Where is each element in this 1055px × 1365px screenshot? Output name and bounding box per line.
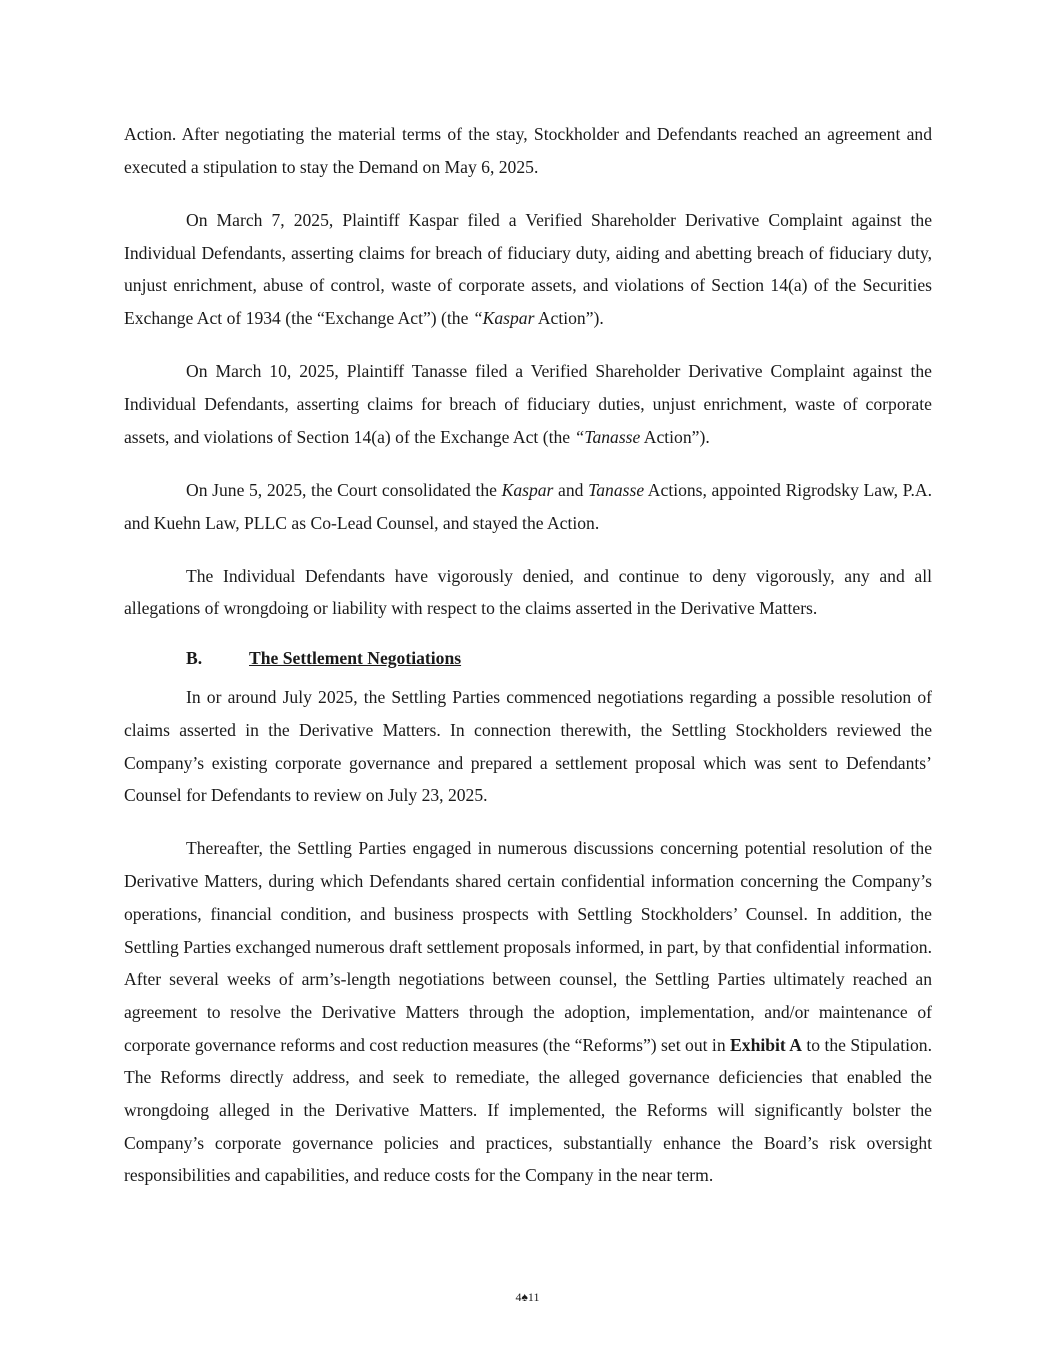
consolidation-conjunction: and xyxy=(553,479,589,500)
document-page xyxy=(124,118,932,1192)
page-number: 4♠11 xyxy=(515,1290,540,1304)
reforms-text-end: to the Stipulation. The Reforms directly address, and seek to remediate, the alleged governance deficiencies that enabled the wrongdoing alleged in the Derivative Matters. If implemented, the Reforms will significantly bolster the Company’s corporate governance policies and practices, substantially enhance the Board’s risk oversight responsibilities and capabilities, and reduce costs for the Company in the near term. xyxy=(124,1034,932,1186)
tanasse-case-name: “Tanasse xyxy=(574,426,641,447)
paragraph-consolidation xyxy=(124,474,932,539)
kaspar-text-end: Action”). xyxy=(534,308,604,329)
exhibit-reference: Exhibit A xyxy=(730,1034,802,1055)
section-letter: B. xyxy=(186,648,203,669)
kaspar-case-name: “Kaspar xyxy=(472,308,535,329)
paragraph-tanasse-complaint xyxy=(124,355,932,453)
paragraph-kaspar-complaint xyxy=(124,204,932,335)
paragraph-denial: The Individual Defendants have vigorously denied, and continue to deny vigorously, any and all allegations of wrongdoing or liability with respect to the claims asserted in the Derivative Matters. xyxy=(124,565,932,619)
paragraph-negotiations-start: In or around July 2025, the Settling Parties commenced negotiations regarding a possible resolution of claims asserted in the Derivative Matters. In connection therewith, the Settling Stockholders reviewed the Company’s existing corporate governance and prepared a settlement proposal which was sent to Defendants’ Counsel for Defendants to review on July 23, 2025. xyxy=(124,687,932,806)
section-heading xyxy=(124,643,932,673)
tanasse-text: On March 10, 2025, Plaintiff Tanasse filed a Verified Shareholder Derivative Complaint against the Individual Defendants, asserting claims for breach of fiduciary duties, unjust enrichment, waste of corporate assets, and violations of Section 14(a) of the Exchange Act (the xyxy=(124,361,932,447)
paragraph-reforms xyxy=(124,832,932,1192)
paragraph-stay-stipulation: Action. After negotiating the material terms of the stay, Stockholder and Defendants reached an agreement and executed a stipulation to stay the Demand on May 6, 2025. xyxy=(124,124,932,177)
consolidation-text-end: Actions, appointed Rigrodsky Law, P.A. and Kuehn Law, PLLC as Co-Lead Counsel, and stayed the Action. xyxy=(124,479,932,533)
tanasse-case-ref: Tanasse xyxy=(588,479,645,500)
consolidation-text: On June 5, 2025, the Court consolidated the xyxy=(186,479,502,500)
tanasse-text-end: Action”). xyxy=(640,426,710,447)
reforms-text: Thereafter, the Settling Parties engaged in numerous discussions concerning potential resolution of the Derivative Matters, during which Defendants shared certain confidential information concerning the Company’s operations, financial condition, and business prospects with Settling Stockholders’ Counsel. In addition, the Settling Parties exchanged numerous draft settlement proposals informed, in part, by that confidential information. After several weeks of arm’s-length negotiations between counsel, the Settling Parties ultimately reached an agreement to resolve the Derivative Matters through the adoption, implementation, and/or maintenance of corporate governance reforms and cost reduction measures (the “Reforms”) set out in xyxy=(124,838,932,1055)
kaspar-case-ref: Kaspar xyxy=(501,479,554,500)
kaspar-text: On March 7, 2025, Plaintiff Kaspar filed a Verified Shareholder Derivative Complaint against the Individual Defendants, asserting claims for breach of fiduciary duty, aiding and abetting breach of fiduciary duty, unjust enrichment, abuse of control, waste of corporate assets, and violations of Section 14(a) of the Securities Exchange Act of 1934 (the “Exchange Act”) (the xyxy=(124,209,932,329)
section-title: The Settlement Negotiations xyxy=(249,648,462,669)
